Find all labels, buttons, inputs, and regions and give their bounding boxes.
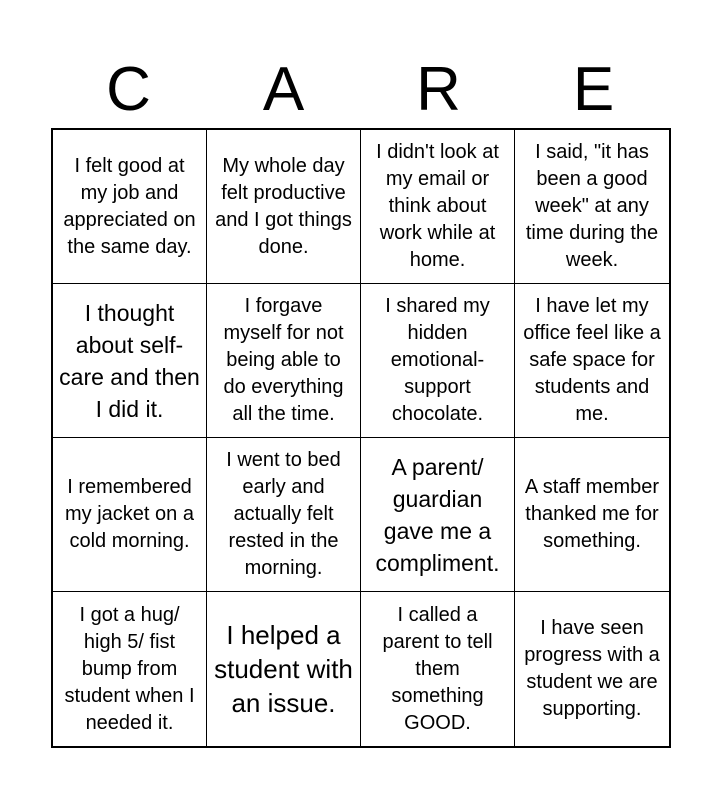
- header-letter-r: R: [416, 55, 461, 124]
- bingo-cell[interactable]: I shared my hidden emotional-support chocolate.: [361, 284, 515, 438]
- bingo-cell[interactable]: A parent/ guardian gave me a compliment.: [361, 438, 515, 592]
- header-letter-e: E: [572, 55, 615, 124]
- bingo-cell[interactable]: A staff member thanked me for something.: [515, 438, 669, 592]
- bingo-cell[interactable]: I called a parent to tell them something GOOD.: [361, 592, 515, 746]
- bingo-cell[interactable]: I didn't look at my email or think about work while at home.: [361, 130, 515, 284]
- bingo-header: [51, 52, 671, 128]
- bingo-cell[interactable]: I remembered my jacket on a cold morning.: [53, 438, 207, 592]
- bingo-cell[interactable]: I felt good at my job and appreciated on the same day.: [53, 130, 207, 284]
- bingo-cell[interactable]: I have let my office feel like a safe space for students and me.: [515, 284, 669, 438]
- bingo-board: [51, 128, 671, 748]
- header-letter-a: A: [262, 55, 305, 124]
- bingo-cell[interactable]: I said, "it has been a good week" at any time during the week.: [515, 130, 669, 284]
- bingo-cell[interactable]: I have seen progress with a student we are supporting.: [524, 617, 660, 720]
- bingo-cell[interactable]: My whole day felt productive and I got things done.: [207, 130, 361, 284]
- bingo-cell[interactable]: I thought about self-care and then I did it.: [53, 284, 207, 438]
- header-letter-c: C: [106, 55, 151, 124]
- bingo-cell[interactable]: I forgave myself for not being able to do everything all the time.: [207, 284, 361, 438]
- bingo-cell[interactable]: I got a hug/ high 5/ fist bump from student when I needed it.: [53, 592, 207, 746]
- bingo-cell[interactable]: I went to bed early and actually felt rested in the morning.: [207, 438, 361, 592]
- bingo-cell[interactable]: I helped a student with an issue.: [207, 592, 361, 746]
